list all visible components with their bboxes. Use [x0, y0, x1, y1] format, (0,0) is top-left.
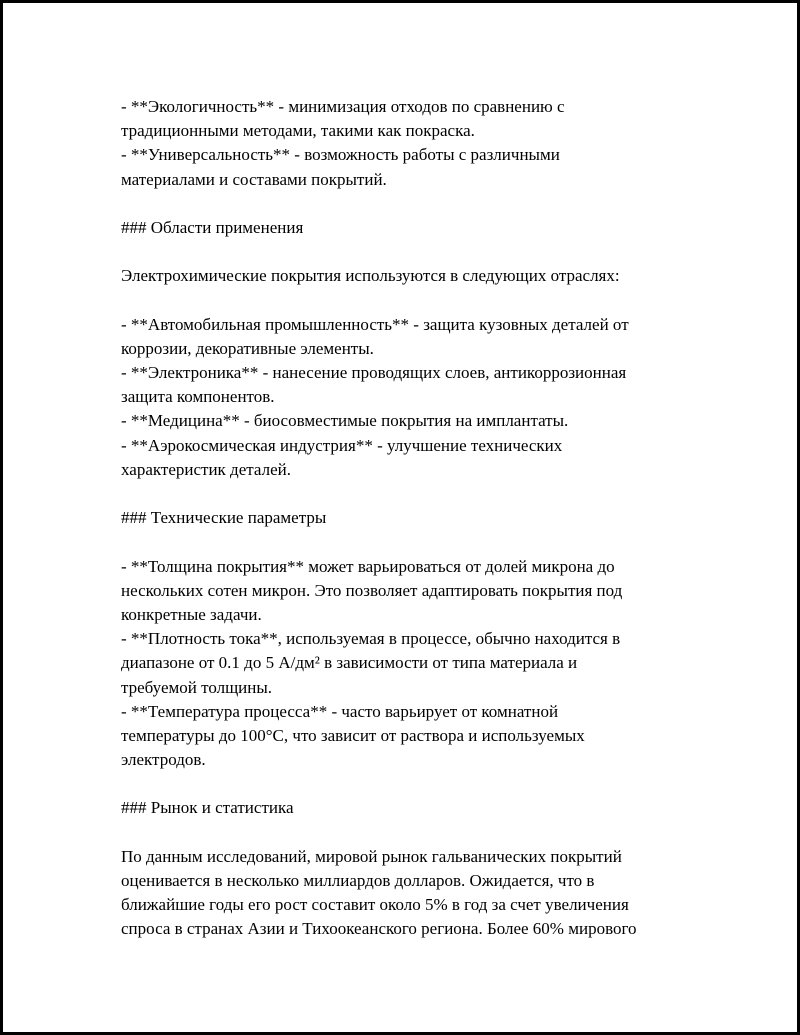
text-line: нескольких сотен микрон. Это позволяет адаптировать покрытия под: [121, 580, 623, 600]
blank-line: [121, 482, 721, 506]
text-line: - **Экологичность** - минимизация отходов по сравнению с: [121, 97, 565, 116]
text-line: По данным исследований, мировой рынок гальванических покрытий: [121, 846, 622, 866]
text-line: - **Универсальность** - возможность работы с различными: [121, 145, 560, 165]
document-body: [121, 95, 721, 942]
text-line: - **Автомобильная промышленность** - защита кузовных деталей от: [121, 314, 629, 334]
text-line: коррозии, декоративные элементы.: [121, 338, 374, 358]
text-line: оценивается в несколько миллиардов долларов. Ожидается, что в: [121, 871, 595, 890]
text-line: температуры до 100°C, что зависит от раствора и используемых: [121, 725, 585, 745]
text-line: спроса в странах Азии и Тихоокеанского региона. Более 60% мирового: [121, 919, 637, 939]
text-line: требуемой толщины.: [121, 677, 273, 697]
text-line: конкретные задачи.: [121, 604, 262, 624]
text-line: защита компонентов.: [121, 387, 275, 407]
blank-line: [121, 530, 721, 554]
text-line: - **Плотность тока**, используемая в процессе, обычно находится в: [121, 629, 621, 649]
text-line: - **Аэрокосмическая индустрия** - улучшение технических: [121, 435, 563, 455]
blank-line: [121, 192, 721, 216]
blank-line: [121, 821, 721, 845]
text-line: материалами и составами покрытий.: [121, 169, 387, 189]
blank-line: [121, 240, 721, 264]
section-heading: ### Области применения: [121, 217, 304, 237]
blank-line: [121, 289, 721, 313]
text-line: - **Медицина** - биосовместимые покрытия на имплантаты.: [121, 411, 569, 431]
text-line: - **Температура процесса** - часто варьирует от комнатной: [121, 701, 559, 721]
text-line: - **Толщина покрытия** может варьироваться от долей микрона до: [121, 556, 615, 576]
section-heading: ### Технические параметры: [121, 508, 327, 528]
text-line: электродов.: [121, 750, 206, 770]
blank-line: [121, 772, 721, 796]
text-line: традиционными методами, такими как покраска.: [121, 121, 475, 141]
section-heading: ### Рынок и статистика: [121, 798, 294, 818]
text-line: - **Электроника** - нанесение проводящих слоев, антикоррозионная: [121, 363, 627, 383]
text-line: Электрохимические покрытия используются в следующих отраслях:: [121, 266, 620, 286]
text-line: диапазоне от 0.1 до 5 А/дм² в зависимости от типа материала и: [121, 653, 578, 673]
text-line: ближайшие годы его рост составит около 5% в год за счет увеличения: [121, 895, 629, 915]
text-line: характеристик деталей.: [121, 459, 291, 479]
